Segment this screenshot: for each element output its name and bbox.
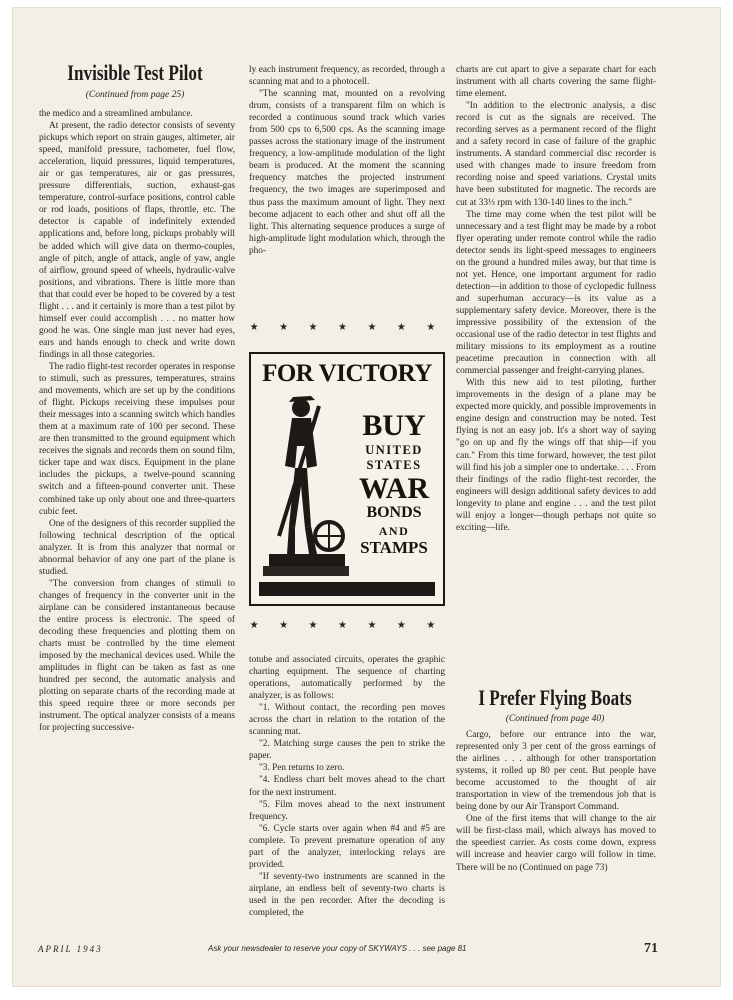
column-3-bottom — [456, 729, 656, 874]
paragraph: The time may come when the test pilot will be unnecessary and a test flight may be made by a robot flyer operating under remote control while the radio detector sends its light-speed messages to engineers on the ground a hundred miles away, but that time is not yet. Hence, one important argument for radio detection—in addition to those of cyclopedic fullness and superhuman accuracy—is its value as a supplementary safety device. Moreover, there is the impressive possibility of the extension of the occasional use of the radio detector in test flights and military missions to its employment as a routine peacetime precaution in connection with all commercial passenger and freight-carrying planes. — [456, 209, 656, 377]
continued-note: (Continued from page 40) — [505, 714, 605, 724]
poster-word-buy: BUY — [362, 409, 426, 442]
issue-date: APRIL 1943 — [38, 944, 103, 954]
paragraph: With this new aid to test piloting, further improvements in the design of a plane may be expected more quickly, and possible improvements in engine design and construction may be noted. Test flying is not an easy job. It's a short way of saying "go on up and fly the wings off that ship—if you can." From this time forward, however, the test pilot will find his job a simpler one to undertake. . . . From their findings of the radio flight-test recorder, the engineers will design additional safety devices to add longevity to plane and engine . . . and the test pilot will enjoy a longer—though perhaps not quite so exciting—life. — [456, 378, 657, 533]
paragraph: "2. Matching surge causes the pen to strike the paper. — [249, 739, 445, 762]
paragraph: At present, the radio detector consists of seventy pickups which report on strain gauges, altimeter, air speed, manifold pressure, tachometer, fuel flow, acceleration, liquid pressures, liquid temperatures, air or gas temperatures, air or gas pressures, pressure differentials, suction, exhaust-gas temperature, control-surface positions, control cable or rod loads, positions of flaps, throttle, etc. The detector is capable of indefinitely extended applications and, before long, pickups probably will be added which will give data on thermo-couples, angle of pitch, angle of attack, angle of yaw, angle of airflow, ground speed of wheels, hydraulic-valve positions, and vibrations. There is little more than that that could ever be hoped to be covered by a test flight . . . and it certainly is more than a test pilot by himself ever could accomplish . . . no matter how good he was. One single man just never had eyes, ears and hands enough to check and write down findings in all those categories. — [39, 121, 235, 360]
paragraph: "3. Pen returns to zero. — [259, 763, 345, 774]
column-2-bottom — [249, 654, 445, 919]
paragraph: "The scanning mat, mounted on a revolving drum, consists of a transparent film on which is recorded a continuous sound track which varies from 500 cps to 6,500 cps. As the scanning image passes across the stationary image of the instrument frequency, a low-amplitude modulation of the light beam is produced. At the moment the scanning frequency matches the projected instrument frequency, the two images are superimposed and thus pass the maximum amount of light. They next become adjacent to each other and shut off all the light. This alternating sequence produces a surge of high-amplitude light modulation which, through the pho- — [249, 89, 445, 256]
paragraph: the medico and a streamlined ambulance. — [39, 109, 193, 119]
paragraph: "The conversion from changes of stimuli to changes of frequency in the converter unit in the airplane can be considered instantaneous because the entire process is electronic. The speed of decoding these frequencies and plotting them on charts must be controlled by the time element imposed by the mechanical devices used. While the amplitudes in flight can be taken as fast as one hundred per second, the automatic analysis and plotting on separate charts of the recording made at this speed require three or more seconds per instrument. The optical analyzer consists of a means for projecting successive- — [39, 578, 235, 734]
column-2-top — [249, 64, 445, 257]
column-1 — [39, 108, 235, 734]
paragraph: "5. Film moves ahead to the next instrument frequency. — [249, 799, 445, 822]
poster-word-bonds: BONDS — [366, 504, 422, 521]
paragraph: One of the designers of this recorder supplied the following technical description of the optical analyzer. It is from this analyzer that normal or abnormal behavior of any one part of the plane is studied. — [39, 518, 235, 577]
paragraph: "In addition to the electronic analysis, a disc record is cut as the signals are received. The recording serves as a permanent record of the flight and a safety record in case of failure of the graphic instruments. A standard commercial disc recorder is used with changes made to insure freedom from recording noise and speed variations. Crystal units have been substituted for magnetic. The records are cut at 33⅓ rpm with 130-140 lines to the inch." — [456, 101, 656, 208]
paragraph: ly each instrument frequency, as recorded, through a scanning mat and to a photocell. — [249, 65, 445, 88]
paragraph: "1. Without contact, the recording pen moves across the chart in relation to the rotation of the scanning mat. — [249, 703, 445, 738]
poster-headline: FOR VICTORY — [262, 360, 432, 387]
paragraph: Cargo, before our entrance into the war, represented only 3 per cent of the gross earnings of the airlines . . . although for other transportation systems, it rolled up 80 per cent. But people have become accustomed to the thought of air transportation in view of the tremendous job that is being done by our Air Transport Command. — [456, 730, 656, 813]
paragraph: "6. Cycle starts over again when #4 and #5 are complete. To prevent premature operation of any part of the analyzer, interlocking relays are provided. — [249, 823, 445, 870]
poster-word-states: STATES — [366, 458, 422, 472]
paragraph: The radio flight-test recorder operates in response to stimuli, such as pressures, temperatures, strains and movements, which are set up by the conditions of flight. Pickups receiving these impulses pour their messages into a scanning switch which handles them at a maximum rate of 100 per second. These are then transmitted to the ground equipment which receives the signals and records them on sound film, ticker tape and wax discs. Equipment in the plane includes the pickups, a twelve-pound scanning switch and a fifteen-pound converter unit. These combined take up only about one and three-quarters cubic feet. — [39, 361, 235, 517]
article-title: I Prefer Flying Boats — [478, 685, 632, 710]
column-3 — [456, 64, 656, 534]
star-divider: ★ ★ ★ ★ ★ ★ ★ — [249, 322, 445, 333]
minuteman-icon — [259, 386, 349, 596]
article-title: Invisible Test Pilot — [67, 60, 203, 85]
poster-base-bar — [259, 582, 435, 596]
star-divider: ★ ★ ★ ★ ★ ★ ★ — [249, 620, 445, 631]
continued-note: (Continued from page 25) — [85, 90, 185, 100]
footer-note: Ask your newsdealer to reserve your copy of SKYWAYS . . . see page 81 — [208, 944, 467, 953]
page-number: 71 — [644, 941, 658, 956]
paragraph: One of the first items that will change to the air will be first-class mail, which always has moved to the speediest carrier. As costs come down, express will increase and heavier cargo will follow in time. There will be no (Continued on page 73) — [456, 814, 656, 873]
poster-word-united: UNITED — [365, 443, 423, 457]
poster-word-stamps: STAMPS — [360, 538, 428, 557]
war-bonds-poster — [249, 352, 445, 606]
poster-word-and: AND — [378, 524, 410, 538]
paragraph: charts are cut apart to give a separate chart for each instrument with all charts covering the same flight-time element. — [456, 65, 656, 100]
paragraph: "4. Endless chart belt moves ahead to the chart for the next instrument. — [249, 775, 445, 798]
poster-word-war: WAR — [358, 472, 429, 505]
paragraph: "If seventy-two instruments are scanned in the airplane, an endless belt of seventy-two charts is used in the pen recorder. After the decoding is completed, the — [249, 871, 445, 918]
paragraph: totube and associated circuits, operates the graphic charting equipment. The sequence of charting operations, automatically performed by the analyzer, is as follows: — [249, 655, 445, 702]
